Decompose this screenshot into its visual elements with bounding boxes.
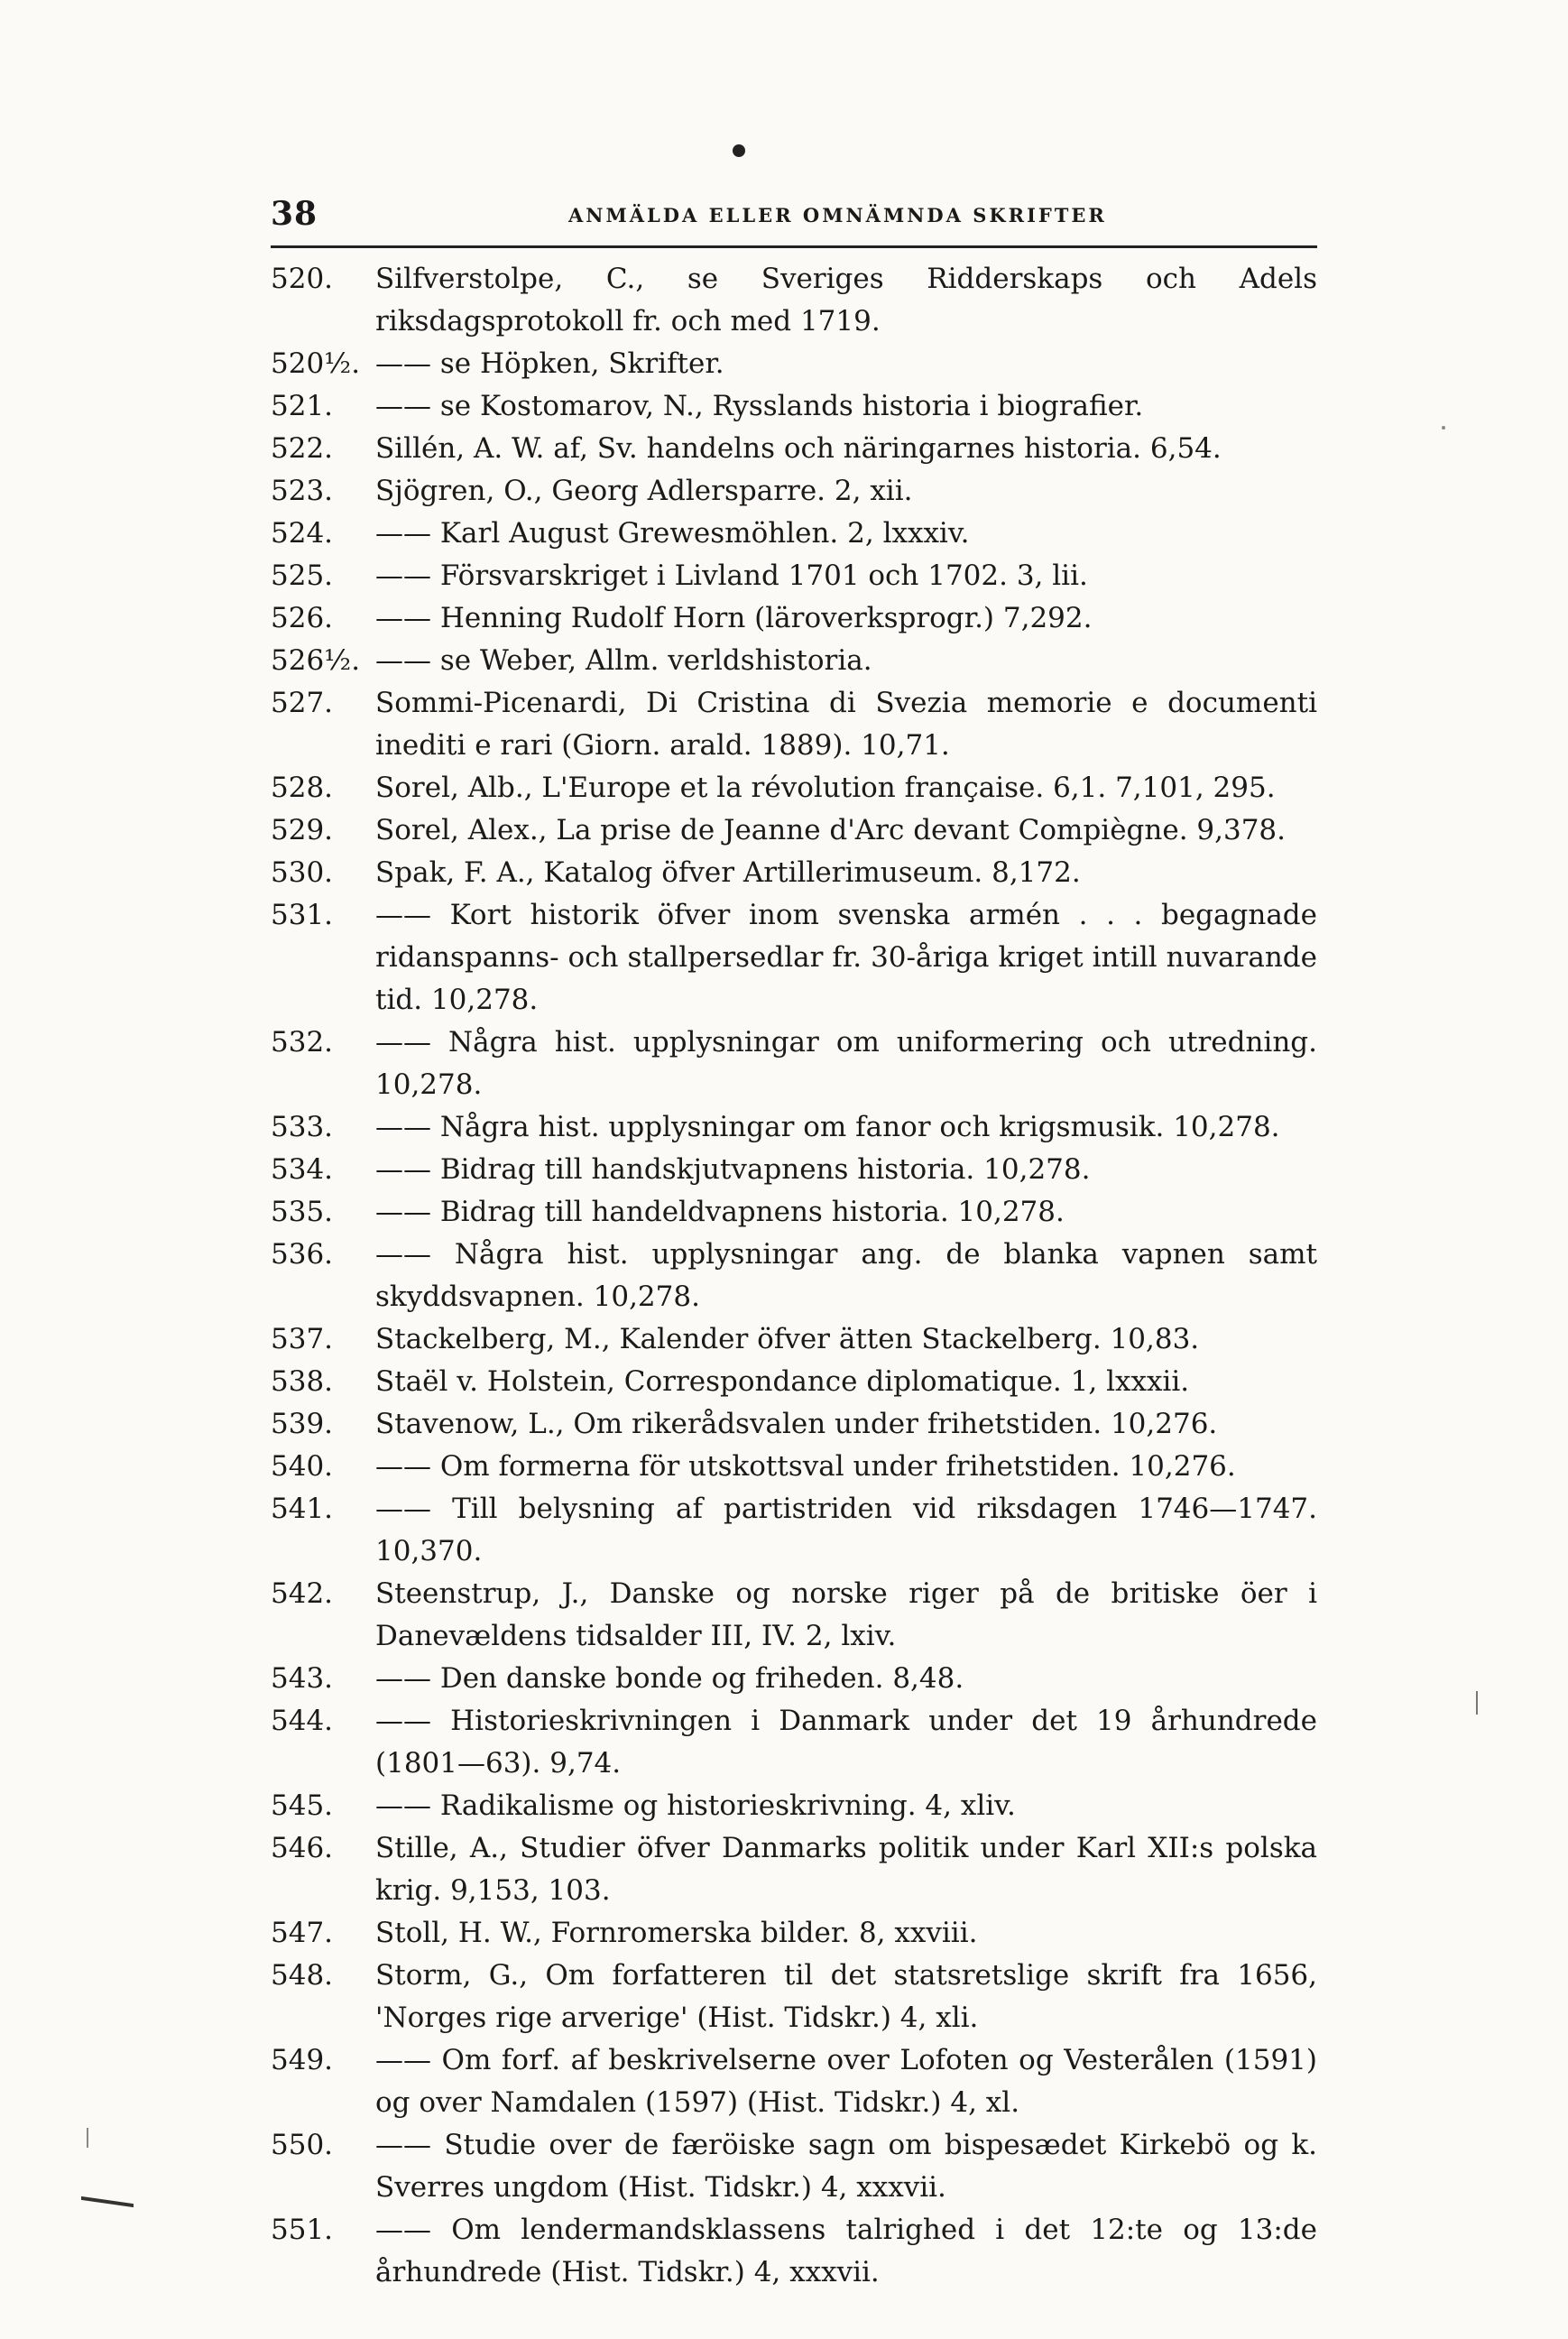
entry-number: 523. xyxy=(271,475,334,507)
entry-text: Spak, F. A., Katalog öfver Artillerimuseum. 8,172. xyxy=(375,856,1081,889)
entry-row xyxy=(271,1446,1317,1488)
entry-number: 544. xyxy=(271,1705,334,1737)
entry-row xyxy=(271,767,1317,809)
entry-text: —— Historieskrivningen i Danmark under det 19 århundrede (1801—63). 9,74. xyxy=(375,1705,1317,1780)
entry-number: 520½. xyxy=(271,347,361,380)
entry-text: —— Försvarskriget i Livland 1701 och 1702. 3, lii. xyxy=(375,559,1088,592)
entry-number: 521. xyxy=(271,390,334,422)
entry-number: 549. xyxy=(271,2044,334,2076)
entry-row xyxy=(271,2124,1317,2209)
entry-text: —— se Weber, Allm. verldshistoria. xyxy=(375,644,872,677)
entry-row xyxy=(271,1785,1317,1827)
entry-number: 535. xyxy=(271,1196,334,1228)
header-rule xyxy=(271,245,1317,248)
entry-row xyxy=(271,1488,1317,1573)
entry-row xyxy=(271,1403,1317,1446)
entry-text: Sorel, Alex., La prise de Jeanne d'Arc devant Compiègne. 9,378. xyxy=(375,814,1287,846)
entry-row xyxy=(271,1318,1317,1361)
entry-number: 522. xyxy=(271,432,334,465)
entry-text: —— Några hist. upplysningar om fanor och krigsmusik. 10,278. xyxy=(375,1111,1280,1143)
entry-number: 528. xyxy=(271,772,334,804)
entry-number: 541. xyxy=(271,1493,334,1525)
entry-number: 538. xyxy=(271,1365,334,1398)
entry-text: —— Bidrag till handeldvapnens historia. 10,278. xyxy=(375,1196,1065,1228)
entry-number: 550. xyxy=(271,2129,334,2161)
entry-list xyxy=(271,258,1317,2294)
entry-number: 524. xyxy=(271,517,334,550)
margin-mark xyxy=(1442,426,1445,430)
margin-mark xyxy=(1476,1691,1478,1715)
entry-number: 545. xyxy=(271,1789,334,1822)
entry-text: —— Några hist. upplysningar ang. de blanka vapnen samt skyddsvapnen. 10,278. xyxy=(375,1238,1317,1313)
entry-text: Stille, A., Studier öfver Danmarks politik under Karl XII:s polska krig. 9,153, 103. xyxy=(375,1832,1317,1907)
entry-number: 537. xyxy=(271,1323,334,1355)
entry-text: Stackelberg, M., Kalender öfver ätten Stackelberg. 10,83. xyxy=(375,1323,1200,1355)
entry-text: Storm, G., Om forfatteren til det statsretslige skrift fra 1656, 'Norges rige arverige' (Hist. Tidskr.) 4, xli. xyxy=(375,1959,1317,2034)
entry-text: —— Studie over de færöiske sagn om bispesædet Kirkebö og k. Sverres ungdom (Hist. Tidskr.) 4, xxxvii. xyxy=(375,2129,1317,2204)
entry-text: Steenstrup, J., Danske og norske riger på de britiske öer i Danevældens tidsalder III, IV. 2, lxiv. xyxy=(375,1577,1317,1652)
entry-row xyxy=(271,1361,1317,1403)
entry-text: Sorel, Alb., L'Europe et la révolution française. 6,1. 7,101, 295. xyxy=(375,772,1276,804)
entry-text: Sjögren, O., Georg Adlersparre. 2, xii. xyxy=(375,475,913,507)
entry-row xyxy=(271,385,1317,428)
entry-row xyxy=(271,1149,1317,1191)
entry-text: —— se Kostomarov, N., Rysslands historia i biografier. xyxy=(375,390,1144,422)
entry-text: —— Karl August Grewesmöhlen. 2, lxxxiv. xyxy=(375,517,970,550)
entry-text: Stoll, H. W., Fornromerska bilder. 8, xxviii. xyxy=(375,1917,978,1949)
entry-text: Sommi-Picenardi, Di Cristina di Svezia memorie e documenti inediti e rari (Giorn. arald. 1889). 10,71. xyxy=(375,687,1317,762)
entry-text: —— Den danske bonde og friheden. 8,48. xyxy=(375,1662,964,1695)
entry-row xyxy=(271,513,1317,555)
entry-row xyxy=(271,1573,1317,1658)
entry-number: 525. xyxy=(271,559,334,592)
entry-number: 534. xyxy=(271,1153,334,1186)
entry-number: 531. xyxy=(271,899,334,931)
entry-row xyxy=(271,809,1317,852)
running-title: ANMÄLDA ELLER OMNÄMNDA SKRIFTER xyxy=(568,204,1107,227)
entry-number: 539. xyxy=(271,1408,334,1440)
entry-number: 530. xyxy=(271,856,334,889)
entry-text: Silfverstolpe, C., se Sveriges Ridderskaps och Adels riksdagsprotokoll fr. och med 1719. xyxy=(375,263,1317,337)
entry-number: 527. xyxy=(271,687,334,719)
entry-number: 536. xyxy=(271,1238,334,1271)
entry-text: Stavenow, L., Om rikerådsvalen under frihetstiden. 10,276. xyxy=(375,1408,1218,1440)
margin-mark xyxy=(87,2128,88,2148)
entry-row xyxy=(271,1658,1317,1700)
entry-text: —— Om forf. af beskrivelserne over Lofoten og Vesterålen (1591) og over Namdalen (1597) (Hist. Tidskr.) 4, xl. xyxy=(375,2044,1317,2119)
entry-row xyxy=(271,1955,1317,2039)
ink-dot xyxy=(733,144,745,157)
entry-number: 547. xyxy=(271,1917,334,1949)
entry-row xyxy=(271,1700,1317,1785)
page-number: 38 xyxy=(271,195,318,233)
entry-row xyxy=(271,258,1317,343)
entry-text: —— Bidrag till handskjutvapnens historia. 10,278. xyxy=(375,1153,1091,1186)
entry-row xyxy=(271,1191,1317,1234)
entry-text: —— Kort historik öfver inom svenska armén . . . begagnade ridanspanns- och stallpersedlar fr. 30-åriga kriget intill nuvarande tid. 10,278. xyxy=(375,899,1317,1016)
entry-number: 542. xyxy=(271,1577,334,1610)
entry-text: Sillén, A. W. af, Sv. handelns och näringarnes historia. 6,54. xyxy=(375,432,1222,465)
entry-text: —— Om formerna för utskottsval under frihetstiden. 10,276. xyxy=(375,1450,1236,1483)
entry-text: —— se Höpken, Skrifter. xyxy=(375,347,724,380)
entry-number: 526. xyxy=(271,602,334,634)
entry-row xyxy=(271,1106,1317,1149)
entry-text: —— Om lendermandsklassens talrighed i det 12:te og 13:de århundrede (Hist. Tidskr.) 4, xxxvii. xyxy=(375,2214,1317,2288)
entry-number: 551. xyxy=(271,2214,334,2246)
entry-row xyxy=(271,852,1317,894)
entry-number: 526½. xyxy=(271,644,361,677)
margin-mark xyxy=(81,2196,134,2207)
entry-row xyxy=(271,428,1317,470)
entry-row xyxy=(271,682,1317,767)
entry-number: 546. xyxy=(271,1832,334,1864)
entry-number: 532. xyxy=(271,1026,334,1059)
entry-number: 543. xyxy=(271,1662,334,1695)
entry-row xyxy=(271,640,1317,682)
entry-row xyxy=(271,555,1317,597)
entry-row xyxy=(271,2039,1317,2124)
entry-number: 529. xyxy=(271,814,334,846)
entry-row xyxy=(271,1912,1317,1955)
entry-row xyxy=(271,2209,1317,2294)
entry-text: —— Henning Rudolf Horn (läroverksprogr.) 7,292. xyxy=(375,602,1093,634)
entry-row xyxy=(271,1827,1317,1912)
entry-text: —— Några hist. upplysningar om uniformering och utredning. 10,278. xyxy=(375,1026,1317,1101)
entry-text: —— Radikalisme og historieskrivning. 4, xliv. xyxy=(375,1789,1016,1822)
entry-number: 520. xyxy=(271,263,334,295)
entry-row xyxy=(271,894,1317,1022)
entry-row xyxy=(271,1234,1317,1318)
entry-text: —— Till belysning af partistriden vid riksdagen 1746—1747. 10,370. xyxy=(375,1493,1317,1567)
entry-number: 548. xyxy=(271,1959,334,1992)
entry-row xyxy=(271,343,1317,385)
entry-text: Staël v. Holstein, Correspondance diplomatique. 1, lxxxii. xyxy=(375,1365,1190,1398)
entry-number: 540. xyxy=(271,1450,334,1483)
entry-row xyxy=(271,597,1317,640)
entry-row xyxy=(271,470,1317,513)
entry-number: 533. xyxy=(271,1111,334,1143)
entry-row xyxy=(271,1022,1317,1106)
